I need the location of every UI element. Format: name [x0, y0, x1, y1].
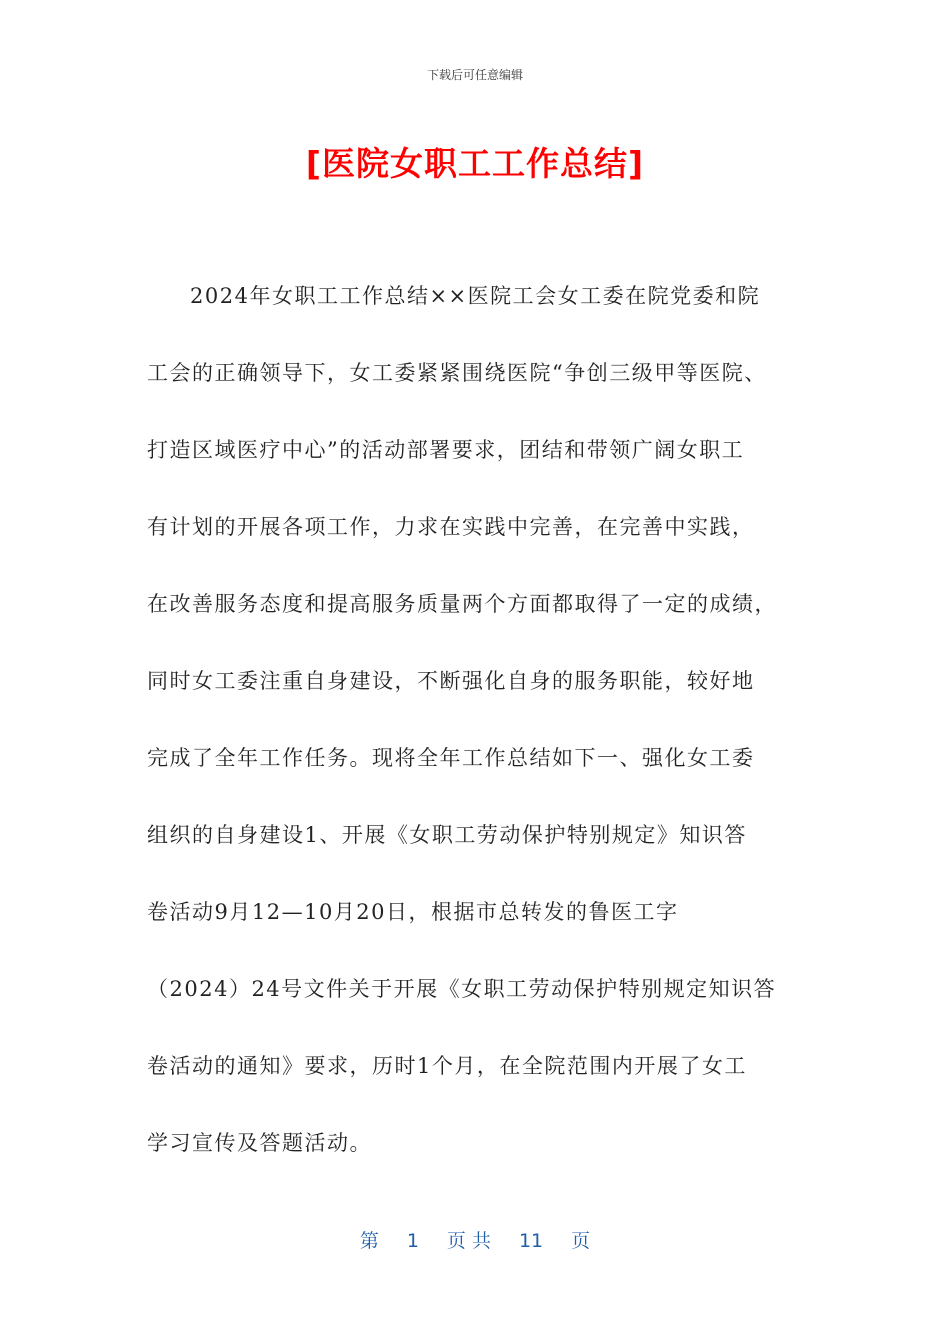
footer-total-pages: 11 [518, 1230, 544, 1252]
body-line-9: 卷活动9月12—10月20日，根据市总转发的鲁医工字 [147, 900, 679, 924]
body-line-5: 在改善服务态度和提高服务质量两个方面都取得了一定的成绩， [147, 592, 777, 616]
body-line-2: 工会的正确领导下，女工委紧紧围绕医院“争创三级甲等医院、 [147, 361, 767, 385]
body-line-7: 完成了全年工作任务。现将全年工作总结如下一、强化女工委 [147, 746, 755, 770]
footer-page-number: 1 [406, 1230, 419, 1252]
footer-ye-gong: 页 共 [446, 1230, 491, 1252]
body-line-1: 2024年女职工工作总结××医院工会女工委在院党委和院 [190, 284, 761, 308]
document-title: [医院女职工工作总结] [305, 144, 645, 183]
body-line-6: 同时女工委注重自身建设，不断强化自身的服务职能，较好地 [147, 669, 755, 693]
body-line-12: 学习宣传及答题活动。 [147, 1131, 372, 1155]
body-line-4: 有计划的开展各项工作，力求在实践中完善，在完善中实践， [147, 515, 755, 539]
header-note: 下载后可任意编辑 [426, 68, 523, 82]
body-line-11: 卷活动的通知》要求，历时1个月，在全院范围内开展了女工 [147, 1054, 747, 1078]
page-footer [0, 1226, 950, 1253]
body-line-8: 组织的自身建设1、开展《女职工劳动保护特别规定》知识答 [147, 823, 747, 847]
footer-di: 第 [359, 1230, 379, 1252]
body-line-3: 打造区域医疗中心”的活动部署要求，团结和带领广阔女职工 [147, 438, 745, 462]
footer-ye: 页 [571, 1230, 591, 1252]
body-line-10: （2024）24号文件关于开展《女职工劳动保护特别规定知识答 [147, 977, 777, 1001]
